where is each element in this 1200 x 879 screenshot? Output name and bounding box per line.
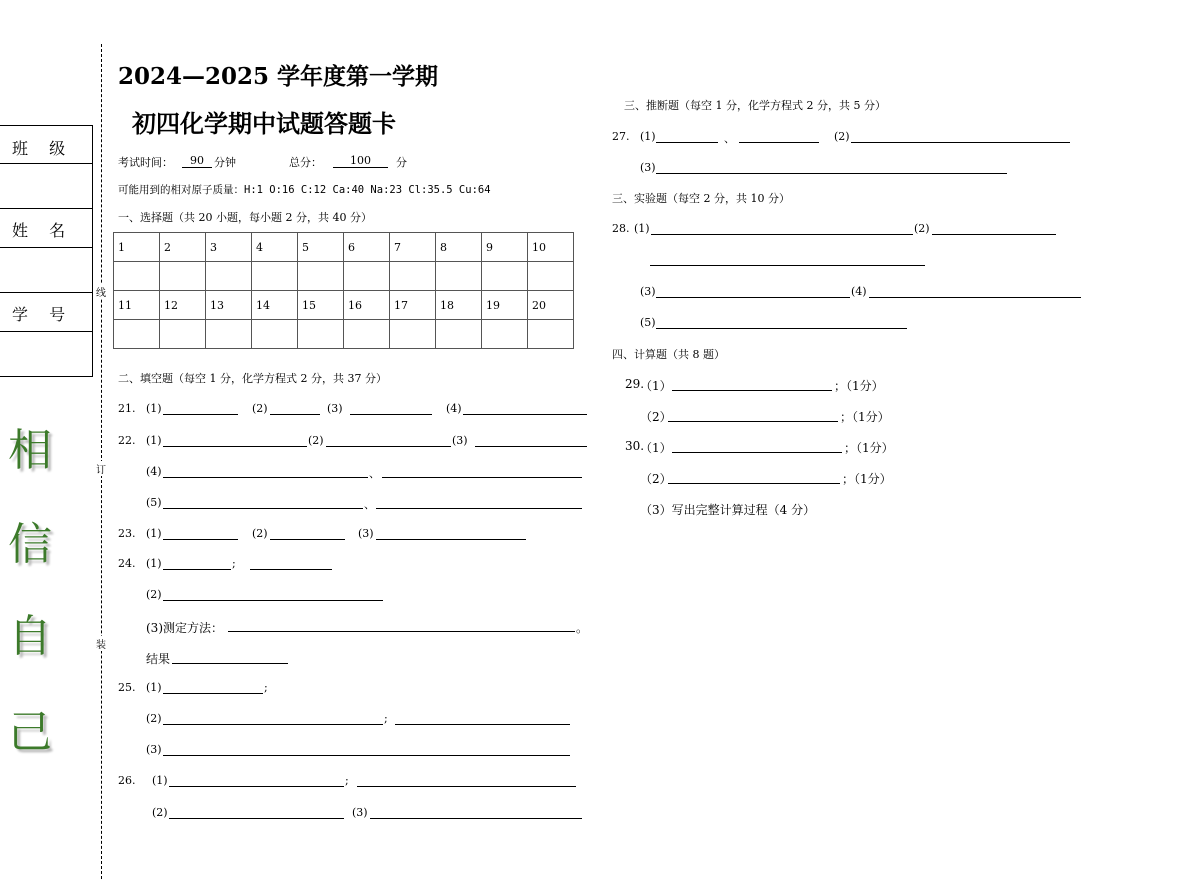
period: 。 — [576, 621, 589, 635]
part-label: (1) — [146, 527, 162, 540]
question-number: 26. — [118, 774, 136, 787]
separator: ; — [232, 557, 236, 570]
part-label: (2) — [252, 527, 268, 540]
name-label: 姓 名 — [12, 221, 74, 240]
answer-blank[interactable] — [672, 452, 842, 453]
answer-cell[interactable] — [528, 320, 574, 349]
answer-cell[interactable] — [160, 320, 206, 349]
divider — [0, 208, 92, 209]
answer-blank[interactable] — [651, 234, 913, 235]
part-label: (5) — [146, 496, 162, 509]
divider — [0, 163, 92, 164]
cut-mark: 订 — [96, 461, 106, 476]
total-value: 100 — [333, 154, 388, 168]
part-label: (3) — [358, 527, 374, 540]
question-number: 21. — [118, 402, 136, 415]
divider — [0, 247, 92, 248]
choice-section-title: 一、选择题（共 20 小题，每小题 2 分，共 40 分） — [118, 211, 372, 224]
question-number: 24. — [118, 557, 136, 570]
answer-blank[interactable] — [163, 569, 231, 570]
motto-char: 信 — [8, 519, 52, 570]
answer-blank[interactable] — [672, 390, 832, 391]
answer-blank[interactable] — [163, 414, 238, 415]
choice-number: 20 — [528, 291, 574, 320]
question-number: 22. — [118, 434, 136, 447]
choice-number: 9 — [482, 233, 528, 262]
part-label: (2) — [252, 402, 268, 415]
part-label: (2) — [146, 712, 162, 725]
choice-number: 6 — [344, 233, 390, 262]
answer-blank[interactable] — [475, 446, 587, 447]
answer-cell[interactable] — [528, 262, 574, 291]
answer-blank[interactable] — [350, 414, 432, 415]
answer-blank[interactable] — [382, 477, 582, 478]
choice-number: 7 — [390, 233, 436, 262]
choice-number: 8 — [436, 233, 482, 262]
answer-blank[interactable] — [172, 663, 288, 664]
answer-blank[interactable] — [869, 297, 1081, 298]
question-number: 28. — [612, 222, 630, 235]
answer-cell[interactable] — [344, 262, 390, 291]
separator: ; — [264, 681, 268, 694]
answer-blank[interactable] — [851, 142, 1070, 143]
part-label: (1) — [634, 222, 650, 235]
divider — [0, 331, 92, 332]
answer-cell[interactable] — [436, 262, 482, 291]
answer-blank[interactable] — [163, 724, 383, 725]
choice-number: 14 — [252, 291, 298, 320]
result-label: 结果 — [146, 652, 171, 666]
question-number: 23. — [118, 527, 136, 540]
atomic-mass-note: 可能用到的相对原子质量：H:1 O:16 C:12 Ca:40 Na:23 Cl:35.5 Cu:64 — [118, 184, 491, 196]
question-number: 25. — [118, 681, 136, 694]
answer-cell[interactable] — [206, 262, 252, 291]
score-note: ；（1分） — [834, 379, 884, 393]
choice-number: 13 — [206, 291, 252, 320]
part-label: (4) — [146, 465, 162, 478]
measure-method-label: (3)测定方法： — [146, 621, 223, 635]
answer-blank[interactable] — [370, 818, 582, 819]
total-label: 总分： — [289, 156, 322, 169]
part-label: (2) — [308, 434, 324, 447]
part-label: (1) — [152, 774, 168, 787]
separator: ; — [345, 774, 349, 787]
student-info-box — [0, 125, 93, 377]
answer-blank[interactable] — [326, 446, 451, 447]
separator: 、 — [364, 498, 375, 511]
answer-blank[interactable] — [163, 755, 570, 756]
part-label: （2） — [640, 472, 672, 486]
motto-char: 己 — [8, 707, 52, 758]
exam-time-unit: 分钟 — [214, 156, 236, 169]
answer-cell[interactable] — [160, 262, 206, 291]
answer-blank[interactable] — [376, 539, 526, 540]
part-label: (1) — [146, 557, 162, 570]
question-number: 30. — [625, 439, 645, 453]
answer-cell[interactable] — [114, 262, 160, 291]
answer-blank[interactable] — [163, 477, 368, 478]
answer-cell[interactable] — [114, 320, 160, 349]
separator: 、 — [724, 132, 735, 145]
cut-mark: 线 — [96, 284, 106, 299]
choice-number: 17 — [390, 291, 436, 320]
answer-cell[interactable] — [482, 262, 528, 291]
answer-blank[interactable] — [650, 265, 925, 266]
total-unit: 分 — [396, 156, 407, 169]
choice-number: 3 — [206, 233, 252, 262]
answer-cell[interactable] — [298, 262, 344, 291]
separator: 、 — [369, 467, 380, 480]
choice-number: 15 — [298, 291, 344, 320]
page-title: 初四化学期中试题答题卡 — [132, 109, 396, 138]
answer-blank[interactable] — [169, 818, 344, 819]
answer-blank[interactable] — [163, 539, 238, 540]
score-note: ；（1分） — [844, 441, 894, 455]
part-label: (1) — [146, 434, 162, 447]
exam-time-value: 90 — [182, 154, 212, 168]
part-label: (2) — [146, 588, 162, 601]
choice-number: 16 — [344, 291, 390, 320]
answer-cell[interactable] — [390, 320, 436, 349]
part-label: (3) — [452, 434, 468, 447]
part-label: (5) — [640, 316, 656, 329]
student-id-label: 学 号 — [12, 305, 74, 324]
answer-blank[interactable] — [163, 693, 263, 694]
infer-section-title: 三、推断题（每空 1 分，化学方程式 2 分，共 5 分） — [624, 99, 886, 112]
answer-blank[interactable] — [357, 786, 576, 787]
choice-number: 18 — [436, 291, 482, 320]
choice-number: 1 — [114, 233, 160, 262]
choice-answer-table — [113, 232, 574, 349]
cut-mark: 装 — [96, 636, 106, 651]
answer-blank[interactable] — [656, 173, 1007, 174]
part-label: (1) — [146, 681, 162, 694]
part-label: (2) — [914, 222, 930, 235]
answer-blank[interactable] — [270, 414, 320, 415]
experiment-section-title: 三、实验题（每空 2 分，共 10 分） — [612, 192, 790, 205]
calc-process-note: （3）写出完整计算过程（4 分） — [640, 503, 816, 517]
answer-cell[interactable] — [298, 320, 344, 349]
part-label: (2) — [152, 806, 168, 819]
separator: ; — [384, 712, 388, 725]
answer-blank[interactable] — [163, 446, 307, 447]
answer-cell[interactable] — [482, 320, 528, 349]
part-label: (3) — [146, 743, 162, 756]
answer-blank[interactable] — [668, 421, 838, 422]
part-label: (3) — [352, 806, 368, 819]
choice-number: 12 — [160, 291, 206, 320]
answer-cell[interactable] — [436, 320, 482, 349]
answer-cell[interactable] — [390, 262, 436, 291]
part-label: （2） — [640, 410, 672, 424]
answer-blank[interactable] — [169, 786, 344, 787]
choice-number: 5 — [298, 233, 344, 262]
choice-number: 4 — [252, 233, 298, 262]
choice-number: 11 — [114, 291, 160, 320]
choice-number: 19 — [482, 291, 528, 320]
part-label: (4) — [446, 402, 462, 415]
part-label: (2) — [834, 130, 850, 143]
answer-blank[interactable] — [463, 414, 587, 415]
part-label: （1） — [640, 441, 672, 455]
motto-char: 相 — [8, 425, 52, 476]
answer-cell[interactable] — [206, 320, 252, 349]
question-number: 29. — [625, 377, 645, 391]
answer-blank[interactable] — [739, 142, 819, 143]
question-number: 27. — [612, 130, 630, 143]
motto-char: 自 — [8, 611, 52, 662]
score-note: ；（1分） — [840, 410, 890, 424]
answer-blank[interactable] — [656, 297, 850, 298]
answer-blank[interactable] — [376, 508, 582, 509]
exam-time-label: 考试时间： — [118, 156, 173, 169]
part-label: (3) — [640, 161, 656, 174]
part-label: (3) — [640, 285, 656, 298]
answer-blank[interactable] — [656, 328, 907, 329]
answer-blank[interactable] — [656, 142, 718, 143]
part-label: （1） — [640, 379, 672, 393]
answer-blank[interactable] — [228, 631, 575, 632]
part-label: (1) — [146, 402, 162, 415]
answer-cell[interactable] — [344, 320, 390, 349]
score-note: ；（1分） — [842, 472, 892, 486]
fill-section-title: 二、填空题（每空 1 分，化学方程式 2 分，共 37 分） — [118, 372, 387, 385]
part-label: (3) — [327, 402, 343, 415]
class-label: 班 级 — [12, 139, 74, 158]
choice-number: 10 — [528, 233, 574, 262]
part-label: (4) — [851, 285, 867, 298]
calc-section-title: 四、计算题（共 8 题） — [612, 348, 725, 361]
answer-blank[interactable] — [163, 508, 363, 509]
answer-blank[interactable] — [668, 483, 840, 484]
answer-blank[interactable] — [270, 539, 345, 540]
year-line: 2024—2025 学年度第一学期 — [118, 63, 439, 90]
part-label: (1) — [640, 130, 656, 143]
choice-number: 2 — [160, 233, 206, 262]
answer-blank[interactable] — [250, 569, 332, 570]
answer-blank[interactable] — [163, 600, 383, 601]
answer-cell[interactable] — [252, 320, 298, 349]
answer-cell[interactable] — [252, 262, 298, 291]
answer-blank[interactable] — [932, 234, 1056, 235]
answer-blank[interactable] — [395, 724, 570, 725]
divider — [0, 292, 92, 293]
